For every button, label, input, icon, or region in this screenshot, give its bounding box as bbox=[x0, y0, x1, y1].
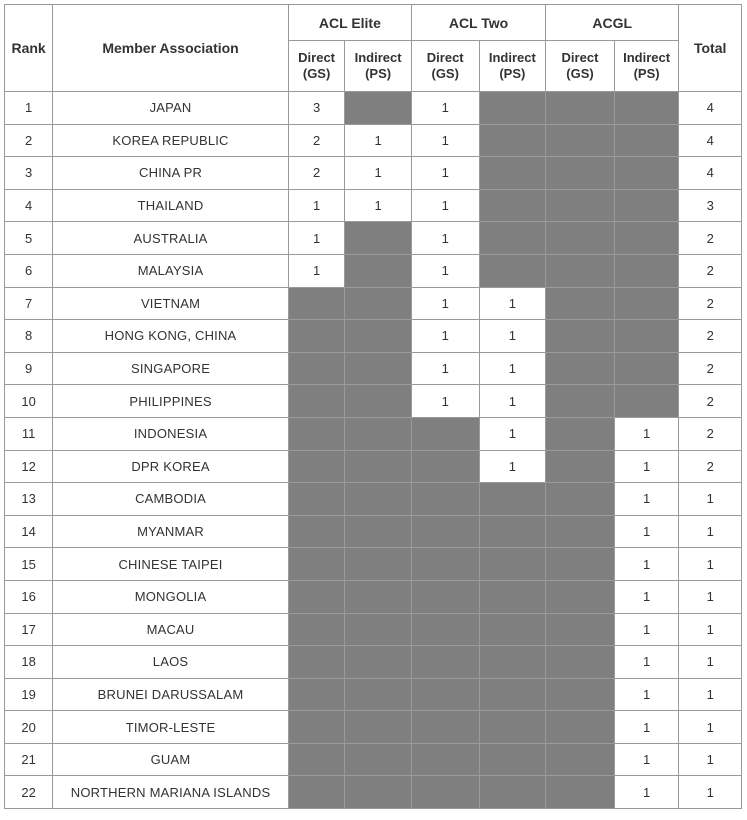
indirect-label: Indirect bbox=[354, 50, 402, 65]
unavailable-slot-cell bbox=[546, 743, 615, 776]
direct-label: Direct bbox=[561, 50, 599, 65]
rank-cell: 5 bbox=[5, 222, 53, 255]
slot-allocation-table bbox=[4, 4, 742, 809]
unavailable-slot-cell bbox=[546, 548, 615, 581]
member-association-cell: MONGOLIA bbox=[53, 580, 289, 613]
gs-label: (GS) bbox=[566, 66, 594, 81]
table-row bbox=[5, 450, 742, 483]
slot-count-cell: 3 bbox=[288, 92, 344, 125]
slot-count-cell: 1 bbox=[614, 743, 679, 776]
unavailable-slot-cell bbox=[288, 711, 344, 744]
unavailable-slot-cell bbox=[288, 646, 344, 679]
slot-count-cell: 1 bbox=[479, 352, 546, 385]
table-row bbox=[5, 776, 742, 809]
total-cell: 2 bbox=[679, 254, 742, 287]
table-row bbox=[5, 743, 742, 776]
total-cell: 2 bbox=[679, 450, 742, 483]
member-association-cell: THAILAND bbox=[53, 189, 289, 222]
unavailable-slot-cell bbox=[345, 450, 412, 483]
total-cell: 1 bbox=[679, 678, 742, 711]
unavailable-slot-cell bbox=[345, 515, 412, 548]
rank-cell: 2 bbox=[5, 124, 53, 157]
unavailable-slot-cell bbox=[411, 580, 479, 613]
unavailable-slot-cell bbox=[411, 711, 479, 744]
unavailable-slot-cell bbox=[411, 515, 479, 548]
total-cell: 2 bbox=[679, 320, 742, 353]
slot-count-cell: 1 bbox=[479, 450, 546, 483]
unavailable-slot-cell bbox=[614, 287, 679, 320]
unavailable-slot-cell bbox=[345, 287, 412, 320]
slot-count-cell: 1 bbox=[614, 646, 679, 679]
acgl-header: ACGL bbox=[546, 5, 679, 41]
unavailable-slot-cell bbox=[614, 385, 679, 418]
unavailable-slot-cell bbox=[345, 320, 412, 353]
rank-header: Rank bbox=[5, 5, 53, 92]
unavailable-slot-cell bbox=[479, 678, 546, 711]
unavailable-slot-cell bbox=[345, 385, 412, 418]
member-association-cell: NORTHERN MARIANA ISLANDS bbox=[53, 776, 289, 809]
unavailable-slot-cell bbox=[411, 417, 479, 450]
slot-count-cell: 1 bbox=[411, 92, 479, 125]
unavailable-slot-cell bbox=[546, 450, 615, 483]
total-cell: 4 bbox=[679, 157, 742, 190]
unavailable-slot-cell bbox=[288, 483, 344, 516]
slot-count-cell: 1 bbox=[345, 124, 412, 157]
slot-count-cell: 1 bbox=[411, 287, 479, 320]
acl-two-indirect-header bbox=[479, 41, 546, 92]
table-row bbox=[5, 417, 742, 450]
unavailable-slot-cell bbox=[479, 580, 546, 613]
unavailable-slot-cell bbox=[345, 254, 412, 287]
unavailable-slot-cell bbox=[546, 678, 615, 711]
unavailable-slot-cell bbox=[614, 222, 679, 255]
rank-cell: 22 bbox=[5, 776, 53, 809]
rank-cell: 14 bbox=[5, 515, 53, 548]
slot-count-cell: 1 bbox=[288, 189, 344, 222]
unavailable-slot-cell bbox=[614, 254, 679, 287]
acl-elite-direct-header bbox=[288, 41, 344, 92]
table-row bbox=[5, 287, 742, 320]
acl-elite-indirect-header bbox=[345, 41, 412, 92]
total-cell: 1 bbox=[679, 580, 742, 613]
slot-count-cell: 1 bbox=[614, 678, 679, 711]
member-association-cell: JAPAN bbox=[53, 92, 289, 125]
unavailable-slot-cell bbox=[288, 613, 344, 646]
unavailable-slot-cell bbox=[345, 92, 412, 125]
slot-count-cell: 1 bbox=[411, 254, 479, 287]
table-row bbox=[5, 678, 742, 711]
total-cell: 1 bbox=[679, 613, 742, 646]
unavailable-slot-cell bbox=[546, 515, 615, 548]
rank-cell: 4 bbox=[5, 189, 53, 222]
member-association-cell: KOREA REPUBLIC bbox=[53, 124, 289, 157]
unavailable-slot-cell bbox=[546, 483, 615, 516]
total-cell: 1 bbox=[679, 548, 742, 581]
total-cell: 2 bbox=[679, 352, 742, 385]
rank-cell: 16 bbox=[5, 580, 53, 613]
table-row bbox=[5, 515, 742, 548]
unavailable-slot-cell bbox=[614, 124, 679, 157]
unavailable-slot-cell bbox=[614, 92, 679, 125]
rank-cell: 3 bbox=[5, 157, 53, 190]
member-association-cell: LAOS bbox=[53, 646, 289, 679]
total-cell: 1 bbox=[679, 483, 742, 516]
unavailable-slot-cell bbox=[546, 646, 615, 679]
table-row bbox=[5, 483, 742, 516]
slot-count-cell: 1 bbox=[411, 157, 479, 190]
table-row bbox=[5, 548, 742, 581]
member-association-cell: SINGAPORE bbox=[53, 352, 289, 385]
slot-count-cell: 1 bbox=[614, 515, 679, 548]
acgl-indirect-header bbox=[614, 41, 679, 92]
table-row bbox=[5, 189, 742, 222]
table-body bbox=[5, 92, 742, 809]
slot-count-cell: 1 bbox=[411, 189, 479, 222]
unavailable-slot-cell bbox=[411, 678, 479, 711]
unavailable-slot-cell bbox=[479, 483, 546, 516]
unavailable-slot-cell bbox=[288, 287, 344, 320]
acl-two-direct-header bbox=[411, 41, 479, 92]
acl-two-header: ACL Two bbox=[411, 5, 545, 41]
rank-cell: 19 bbox=[5, 678, 53, 711]
total-cell: 1 bbox=[679, 711, 742, 744]
member-association-cell: MYANMAR bbox=[53, 515, 289, 548]
total-cell: 2 bbox=[679, 417, 742, 450]
unavailable-slot-cell bbox=[546, 385, 615, 418]
rank-cell: 21 bbox=[5, 743, 53, 776]
table-row bbox=[5, 385, 742, 418]
unavailable-slot-cell bbox=[479, 613, 546, 646]
slot-count-cell: 1 bbox=[288, 222, 344, 255]
slot-count-cell: 1 bbox=[479, 287, 546, 320]
acl-elite-header: ACL Elite bbox=[288, 5, 411, 41]
total-cell: 2 bbox=[679, 287, 742, 320]
rank-cell: 17 bbox=[5, 613, 53, 646]
unavailable-slot-cell bbox=[288, 320, 344, 353]
unavailable-slot-cell bbox=[345, 352, 412, 385]
unavailable-slot-cell bbox=[345, 548, 412, 581]
slot-count-cell: 1 bbox=[345, 157, 412, 190]
total-cell: 2 bbox=[679, 385, 742, 418]
slot-count-cell: 1 bbox=[479, 320, 546, 353]
member-association-cell: GUAM bbox=[53, 743, 289, 776]
unavailable-slot-cell bbox=[345, 613, 412, 646]
unavailable-slot-cell bbox=[546, 92, 615, 125]
header-row-groups bbox=[5, 5, 742, 41]
slot-count-cell: 2 bbox=[288, 157, 344, 190]
unavailable-slot-cell bbox=[411, 483, 479, 516]
acgl-direct-header bbox=[546, 41, 615, 92]
total-cell: 1 bbox=[679, 646, 742, 679]
member-association-cell: MALAYSIA bbox=[53, 254, 289, 287]
slot-count-cell: 1 bbox=[479, 385, 546, 418]
unavailable-slot-cell bbox=[546, 189, 615, 222]
unavailable-slot-cell bbox=[411, 646, 479, 679]
unavailable-slot-cell bbox=[546, 613, 615, 646]
rank-cell: 7 bbox=[5, 287, 53, 320]
unavailable-slot-cell bbox=[546, 711, 615, 744]
rank-cell: 20 bbox=[5, 711, 53, 744]
slot-count-cell: 1 bbox=[614, 548, 679, 581]
member-association-cell: VIETNAM bbox=[53, 287, 289, 320]
member-association-cell: TIMOR-LESTE bbox=[53, 711, 289, 744]
unavailable-slot-cell bbox=[479, 548, 546, 581]
unavailable-slot-cell bbox=[345, 222, 412, 255]
unavailable-slot-cell bbox=[288, 417, 344, 450]
unavailable-slot-cell bbox=[411, 613, 479, 646]
table-row bbox=[5, 646, 742, 679]
unavailable-slot-cell bbox=[546, 417, 615, 450]
unavailable-slot-cell bbox=[288, 678, 344, 711]
slot-count-cell: 1 bbox=[411, 124, 479, 157]
indirect-label: Indirect bbox=[488, 50, 536, 65]
total-cell: 4 bbox=[679, 92, 742, 125]
table-row bbox=[5, 613, 742, 646]
total-header: Total bbox=[679, 5, 742, 92]
unavailable-slot-cell bbox=[479, 515, 546, 548]
gs-label: (GS) bbox=[302, 66, 331, 81]
rank-cell: 12 bbox=[5, 450, 53, 483]
member-association-cell: CHINA PR bbox=[53, 157, 289, 190]
unavailable-slot-cell bbox=[479, 776, 546, 809]
unavailable-slot-cell bbox=[345, 743, 412, 776]
direct-label: Direct bbox=[426, 50, 464, 65]
unavailable-slot-cell bbox=[479, 222, 546, 255]
unavailable-slot-cell bbox=[345, 646, 412, 679]
unavailable-slot-cell bbox=[614, 157, 679, 190]
ps-label: (PS) bbox=[499, 66, 526, 81]
total-cell: 2 bbox=[679, 222, 742, 255]
unavailable-slot-cell bbox=[479, 92, 546, 125]
unavailable-slot-cell bbox=[546, 254, 615, 287]
unavailable-slot-cell bbox=[288, 548, 344, 581]
unavailable-slot-cell bbox=[345, 483, 412, 516]
member-association-cell: PHILIPPINES bbox=[53, 385, 289, 418]
total-cell: 1 bbox=[679, 515, 742, 548]
ps-label: (PS) bbox=[365, 66, 392, 81]
rank-cell: 6 bbox=[5, 254, 53, 287]
unavailable-slot-cell bbox=[345, 417, 412, 450]
unavailable-slot-cell bbox=[345, 678, 412, 711]
unavailable-slot-cell bbox=[345, 711, 412, 744]
member-association-cell: AUSTRALIA bbox=[53, 222, 289, 255]
member-association-cell: CHINESE TAIPEI bbox=[53, 548, 289, 581]
slot-count-cell: 1 bbox=[614, 580, 679, 613]
indirect-label: Indirect bbox=[623, 50, 671, 65]
slot-count-cell: 1 bbox=[479, 417, 546, 450]
unavailable-slot-cell bbox=[345, 580, 412, 613]
table-row bbox=[5, 254, 742, 287]
unavailable-slot-cell bbox=[546, 222, 615, 255]
slot-count-cell: 1 bbox=[411, 222, 479, 255]
unavailable-slot-cell bbox=[546, 124, 615, 157]
slot-count-cell: 1 bbox=[411, 352, 479, 385]
ps-label: (PS) bbox=[633, 66, 660, 81]
table-row bbox=[5, 352, 742, 385]
slot-count-cell: 1 bbox=[411, 320, 479, 353]
unavailable-slot-cell bbox=[288, 776, 344, 809]
member-association-header: Member Association bbox=[53, 5, 289, 92]
rank-cell: 1 bbox=[5, 92, 53, 125]
unavailable-slot-cell bbox=[479, 189, 546, 222]
table-row bbox=[5, 320, 742, 353]
unavailable-slot-cell bbox=[479, 124, 546, 157]
unavailable-slot-cell bbox=[479, 743, 546, 776]
slot-count-cell: 2 bbox=[288, 124, 344, 157]
slot-count-cell: 1 bbox=[614, 417, 679, 450]
unavailable-slot-cell bbox=[546, 352, 615, 385]
table-row bbox=[5, 92, 742, 125]
rank-cell: 9 bbox=[5, 352, 53, 385]
unavailable-slot-cell bbox=[288, 385, 344, 418]
total-cell: 3 bbox=[679, 189, 742, 222]
unavailable-slot-cell bbox=[288, 515, 344, 548]
member-association-cell: INDONESIA bbox=[53, 417, 289, 450]
table-row bbox=[5, 580, 742, 613]
slot-count-cell: 1 bbox=[411, 385, 479, 418]
unavailable-slot-cell bbox=[546, 320, 615, 353]
unavailable-slot-cell bbox=[614, 189, 679, 222]
table-row bbox=[5, 222, 742, 255]
unavailable-slot-cell bbox=[614, 320, 679, 353]
rank-cell: 10 bbox=[5, 385, 53, 418]
unavailable-slot-cell bbox=[614, 352, 679, 385]
member-association-cell: DPR KOREA bbox=[53, 450, 289, 483]
unavailable-slot-cell bbox=[288, 743, 344, 776]
unavailable-slot-cell bbox=[546, 157, 615, 190]
slot-count-cell: 1 bbox=[345, 189, 412, 222]
unavailable-slot-cell bbox=[411, 450, 479, 483]
unavailable-slot-cell bbox=[411, 776, 479, 809]
rank-cell: 11 bbox=[5, 417, 53, 450]
unavailable-slot-cell bbox=[288, 450, 344, 483]
rank-cell: 8 bbox=[5, 320, 53, 353]
unavailable-slot-cell bbox=[288, 352, 344, 385]
total-cell: 1 bbox=[679, 776, 742, 809]
member-association-cell: BRUNEI DARUSSALAM bbox=[53, 678, 289, 711]
unavailable-slot-cell bbox=[479, 711, 546, 744]
rank-cell: 13 bbox=[5, 483, 53, 516]
total-cell: 1 bbox=[679, 743, 742, 776]
unavailable-slot-cell bbox=[546, 580, 615, 613]
unavailable-slot-cell bbox=[411, 548, 479, 581]
slot-count-cell: 1 bbox=[614, 483, 679, 516]
unavailable-slot-cell bbox=[345, 776, 412, 809]
rank-cell: 18 bbox=[5, 646, 53, 679]
unavailable-slot-cell bbox=[288, 580, 344, 613]
unavailable-slot-cell bbox=[479, 646, 546, 679]
unavailable-slot-cell bbox=[546, 776, 615, 809]
member-association-cell: MACAU bbox=[53, 613, 289, 646]
table-row bbox=[5, 157, 742, 190]
unavailable-slot-cell bbox=[546, 287, 615, 320]
slot-count-cell: 1 bbox=[614, 776, 679, 809]
slot-count-cell: 1 bbox=[614, 711, 679, 744]
member-association-cell: CAMBODIA bbox=[53, 483, 289, 516]
member-association-cell: HONG KONG, CHINA bbox=[53, 320, 289, 353]
direct-label: Direct bbox=[298, 50, 336, 65]
slot-count-cell: 1 bbox=[614, 450, 679, 483]
slot-count-cell: 1 bbox=[614, 613, 679, 646]
slot-count-cell: 1 bbox=[288, 254, 344, 287]
total-cell: 4 bbox=[679, 124, 742, 157]
unavailable-slot-cell bbox=[411, 743, 479, 776]
rank-cell: 15 bbox=[5, 548, 53, 581]
unavailable-slot-cell bbox=[479, 157, 546, 190]
table-row bbox=[5, 711, 742, 744]
table-row bbox=[5, 124, 742, 157]
gs-label: (GS) bbox=[431, 66, 459, 81]
unavailable-slot-cell bbox=[479, 254, 546, 287]
